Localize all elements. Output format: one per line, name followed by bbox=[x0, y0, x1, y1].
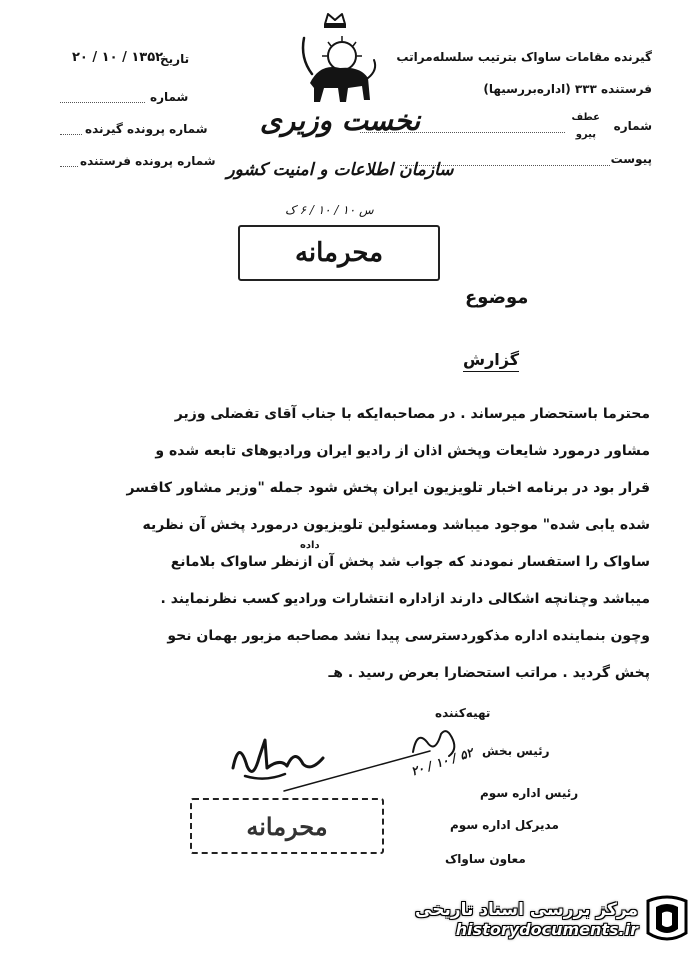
director-general-label: مدیرکل اداره سوم bbox=[450, 818, 559, 832]
watermark bbox=[415, 893, 690, 945]
lion-and-sun-emblem bbox=[290, 8, 380, 108]
ministry-title: نخست وزیری bbox=[259, 104, 421, 137]
sender-file-dots bbox=[60, 166, 78, 167]
atf-label: عطف bbox=[571, 112, 600, 123]
number-dots-left bbox=[60, 102, 145, 103]
attachment-label: پیوست bbox=[610, 152, 652, 166]
handwritten-date-note: ۲۰ / ۱۰ / ۵۲ bbox=[409, 745, 475, 779]
organization-title: سازمان اطلاعات و امنیت کشور bbox=[226, 160, 454, 180]
watermark-url: historydocuments.ir bbox=[455, 919, 638, 939]
confidential-stamp-top bbox=[238, 225, 440, 281]
deputy-label: معاون ساواک bbox=[445, 852, 526, 866]
body-line: میباشد وچنانچه اشکالی دارند ازاداره انتشارات ورادیو کسب نظرنمایند . bbox=[160, 591, 650, 607]
body-line: پخش گردید . مراتب استحضارا بعرض رسید . هـ bbox=[328, 665, 650, 681]
confidential-stamp-top-text: محرمانه bbox=[294, 238, 384, 268]
confidential-stamp-bottom bbox=[190, 798, 384, 854]
confidential-stamp-bottom-text: محرمانه bbox=[246, 811, 328, 841]
number-label-right: شماره bbox=[613, 119, 652, 133]
receiver-file-label: شماره پرونده گیرنده bbox=[85, 122, 208, 136]
watermark-logo bbox=[644, 893, 690, 945]
body-line: شده یابی شده" موجود میباشد ومسئولین تلویزیون درمورد پخش آن نظریه bbox=[142, 517, 650, 533]
handwritten-reference: س ۱۰ / ۱۰ / ۶ ک bbox=[285, 203, 374, 217]
receiver-file-dots bbox=[60, 134, 82, 135]
report-heading: گزارش bbox=[463, 350, 519, 372]
date-value: ۲۰ / ۱۰ / ۱۳۵۲ bbox=[72, 50, 164, 65]
body-line: مشاور درمورد شایعات وپخش اذان از رادیو ایران ورادیوهای تابعه شده و bbox=[155, 443, 650, 459]
bureau-head-label: رئیس اداره سوم bbox=[480, 786, 579, 800]
number-label-left: شماره bbox=[150, 90, 189, 104]
body-line: قرار بود در برنامه اخبار تلویزیون ایران پخش شود جمله "وزیر مشاور کافسر bbox=[126, 480, 650, 496]
body-line: ساواک را استفسار نمودند که جواب شد پخش آن ازنظر ساواک بلامانع bbox=[170, 554, 650, 570]
watermark-name: مرکز بررسی اسناد تاریخی bbox=[415, 899, 638, 920]
sender-line: فرستنده ۳۳۳ (اداره‌بررسیها) bbox=[483, 82, 652, 96]
date-label: تاریخ bbox=[160, 52, 190, 66]
receiver-line: گیرنده مقامات ساواک بترتیب سلسله‌مراتب bbox=[396, 50, 652, 64]
subject-label: موضوع bbox=[465, 287, 529, 308]
body-line: محترما باستحضار میرساند . در مصاحبه‌ایکه با جناب آقای تفضلی وزیر bbox=[174, 406, 650, 422]
section-head-label: رئیس بخش bbox=[482, 744, 550, 758]
body-line: وچون بنماینده اداره مذکوردسترسی پیدا نشد مصاحبه مزبور بهمان نحو bbox=[167, 628, 650, 644]
sender-file-label: شماره پرونده فرستنده bbox=[80, 154, 216, 168]
approval-stroke bbox=[280, 745, 440, 795]
preparer-label: تهیه‌کننده bbox=[435, 706, 491, 720]
inserted-word: داده bbox=[300, 540, 320, 551]
peyro-label: پیرو bbox=[575, 129, 596, 140]
